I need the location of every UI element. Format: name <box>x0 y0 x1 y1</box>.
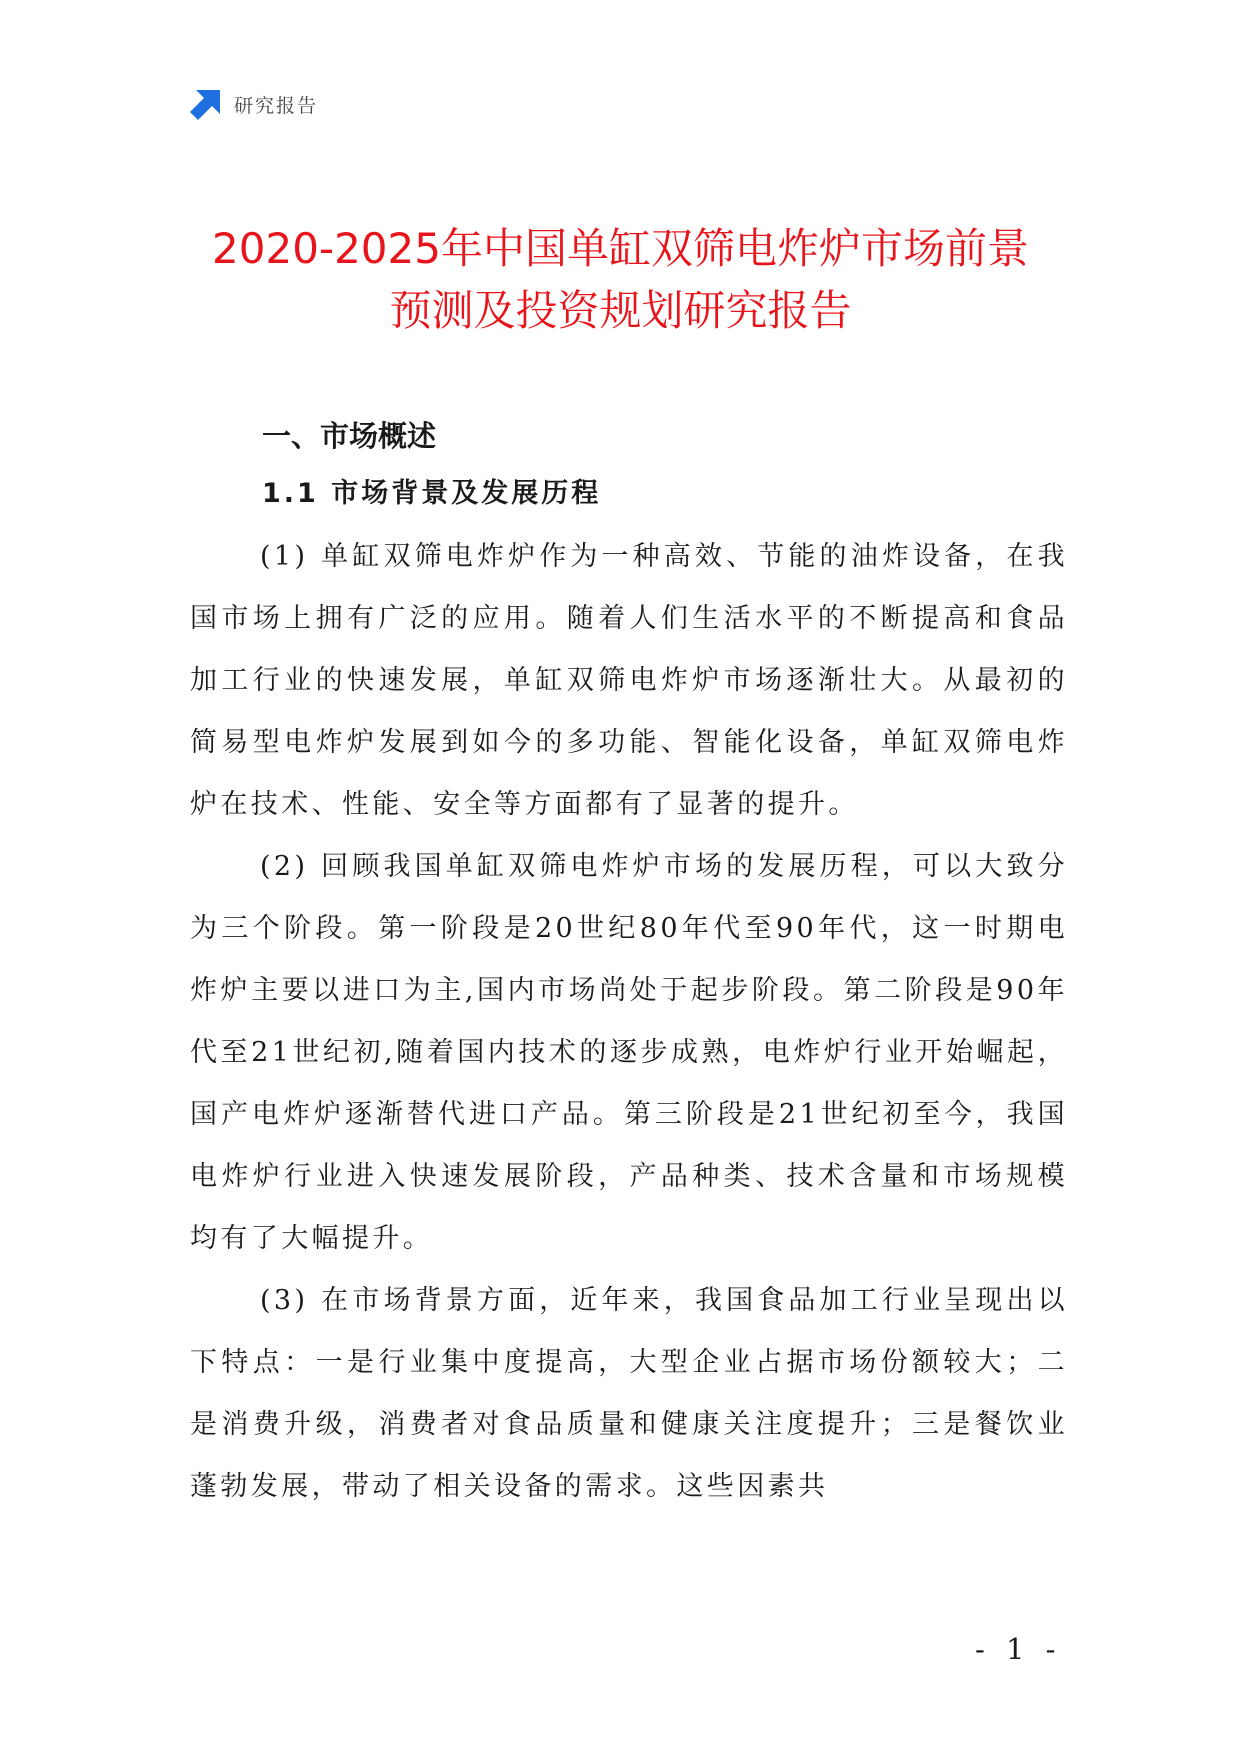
section-heading: 一、市场概述 <box>262 419 437 453</box>
header-label: 研究报告 <box>234 94 319 117</box>
page-number: - 1 - <box>975 1632 1062 1666</box>
paragraph-3: (3) 在市场背景方面，近年来，我国食品加工行业呈现出以下特点：一是行业集中度提高，大型企业占据市场份额较大；二是消费升级，消费者对食品质量和健康关注度提升；三是餐饮业蓬勃发展，带动了相关设备的需求。这些因素共 <box>190 1285 1068 1502</box>
title-line-1: 2020-2025年中国单缸双筛电炸炉市场前景 <box>212 224 1029 273</box>
arrow-up-right-icon <box>190 88 222 120</box>
report-header <box>190 88 318 120</box>
document-body <box>190 414 1068 1518</box>
document-title <box>150 218 1091 342</box>
sub-heading: 1.1 市场背景及发展历程 <box>262 478 602 509</box>
paragraph-1: (1) 单缸双筛电炸炉作为一种高效、节能的油炸设备，在我国市场上拥有广泛的应用。随着人们生活水平的不断提高和食品加工行业的快速发展，单缸双筛电炸炉市场逐渐壮大。从最初的简易型电炸炉发展到如今的多功能、智能化设备，单缸双筛电炸炉在技术、性能、安全等方面都有了显著的提升。 <box>190 541 1068 820</box>
title-line-2: 预测及投资规划研究报告 <box>389 286 852 335</box>
paragraph-2: (2) 回顾我国单缸双筛电炸炉市场的发展历程，可以大致分为三个阶段。第一阶段是20世纪80年代至90年代，这一时期电炸炉主要以进口为主,国内市场尚处于起步阶段。第二阶段是90年代至21世纪初,随着国内技术的逐步成熟，电炸炉行业开始崛起，国产电炸炉逐渐替代进口产品。第三阶段是21世纪初至今，我国电炸炉行业进入快速发展阶段，产品种类、技术含量和市场规模均有了大幅提升。 <box>190 851 1068 1254</box>
